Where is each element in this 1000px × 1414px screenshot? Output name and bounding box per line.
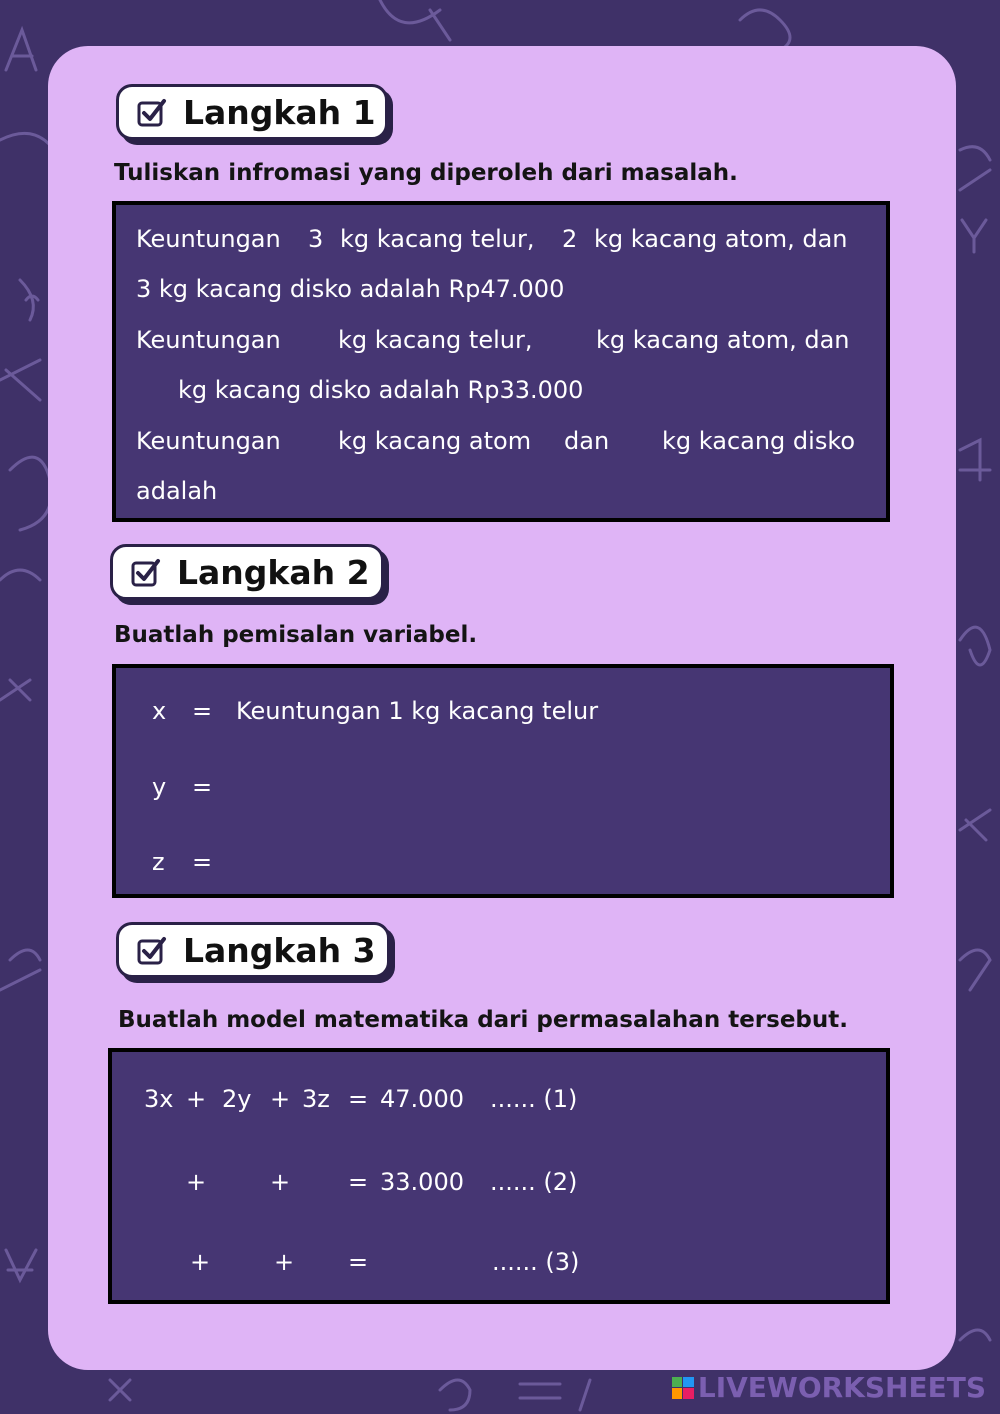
step-1-line-5-word-2: kg kacang atom	[338, 427, 532, 455]
step-1-line-1-number-1: 3	[308, 225, 324, 253]
equation-1-plus-1: +	[186, 1085, 207, 1113]
equation-2-equals: =	[348, 1168, 369, 1196]
step-1-line-1-word-2: kg kacang telur,	[340, 225, 535, 253]
equation-2-plus-1: +	[186, 1168, 207, 1196]
liveworksheets-logo-icon	[672, 1377, 694, 1399]
step-2-instruction: Buatlah pemisalan variabel.	[114, 622, 478, 648]
equation-1-term-1: 3x	[144, 1085, 174, 1113]
step-3-answer-box	[108, 1048, 890, 1304]
checkbox-checked-icon	[137, 97, 167, 127]
equation-1-term-2: 2y	[222, 1085, 252, 1113]
equation-3-reference: ...... (3)	[492, 1248, 580, 1276]
step-1-badge	[116, 84, 388, 140]
variable-x-equals: =	[192, 697, 213, 725]
liveworksheets-logo	[672, 1371, 986, 1404]
step-2-badge	[110, 544, 384, 600]
equation-2-plus-2: +	[270, 1168, 291, 1196]
equation-2-reference: ...... (2)	[490, 1168, 578, 1196]
step-3-instruction: Buatlah model matematika dari permasalahan tersebut.	[118, 1007, 848, 1033]
variable-y-equals: =	[192, 773, 213, 801]
equation-1-rhs: 47.000	[380, 1085, 464, 1113]
equation-2-rhs: 33.000	[380, 1168, 464, 1196]
step-1-line-5-word-3: dan	[564, 427, 610, 455]
step-1-line-6: adalah	[136, 477, 218, 505]
step-1-line-1-word-3: kg kacang atom, dan	[594, 225, 848, 253]
equation-1-equals: =	[348, 1085, 369, 1113]
variable-x-description: Keuntungan 1 kg kacang telur	[236, 697, 599, 725]
step-3-badge	[116, 922, 390, 978]
equation-3-equals: =	[348, 1248, 369, 1276]
equation-1-plus-2: +	[270, 1085, 291, 1113]
variable-y-name: y	[152, 773, 167, 801]
step-1-line-5-word-1: Keuntungan	[136, 427, 281, 455]
step-1-line-2: 3 kg kacang disko adalah Rp47.000	[136, 275, 565, 303]
variable-x-name: x	[152, 697, 167, 725]
equation-3-plus-2: +	[274, 1248, 295, 1276]
step-1-instruction: Tuliskan infromasi yang diperoleh dari masalah.	[114, 160, 738, 186]
equation-3-plus-1: +	[190, 1248, 211, 1276]
step-2-title: Langkah 2	[177, 552, 370, 592]
variable-z-name: z	[152, 848, 165, 876]
checkbox-checked-icon	[137, 935, 167, 965]
step-1-line-3-word-2: kg kacang telur,	[338, 326, 533, 354]
step-1-answer-box	[112, 201, 890, 522]
step-1-line-3-word-3: kg kacang atom, dan	[596, 326, 850, 354]
step-1-line-5-word-4: kg kacang disko	[662, 427, 856, 455]
step-1-title: Langkah 1	[183, 92, 376, 132]
liveworksheets-wordmark: LIVEWORKSHEETS	[697, 1371, 986, 1404]
step-1-line-3-word-1: Keuntungan	[136, 326, 281, 354]
equation-1-reference: ...... (1)	[490, 1085, 578, 1113]
equation-1-term-3: 3z	[302, 1085, 330, 1113]
step-1-line-1-word-1: Keuntungan	[136, 225, 281, 253]
checkbox-checked-icon	[131, 557, 161, 587]
step-1-line-4: kg kacang disko adalah Rp33.000	[178, 376, 584, 404]
variable-z-equals: =	[192, 848, 213, 876]
step-1-line-1-number-2: 2	[562, 225, 578, 253]
step-3-title: Langkah 3	[183, 930, 376, 970]
step-2-answer-box	[112, 664, 894, 898]
